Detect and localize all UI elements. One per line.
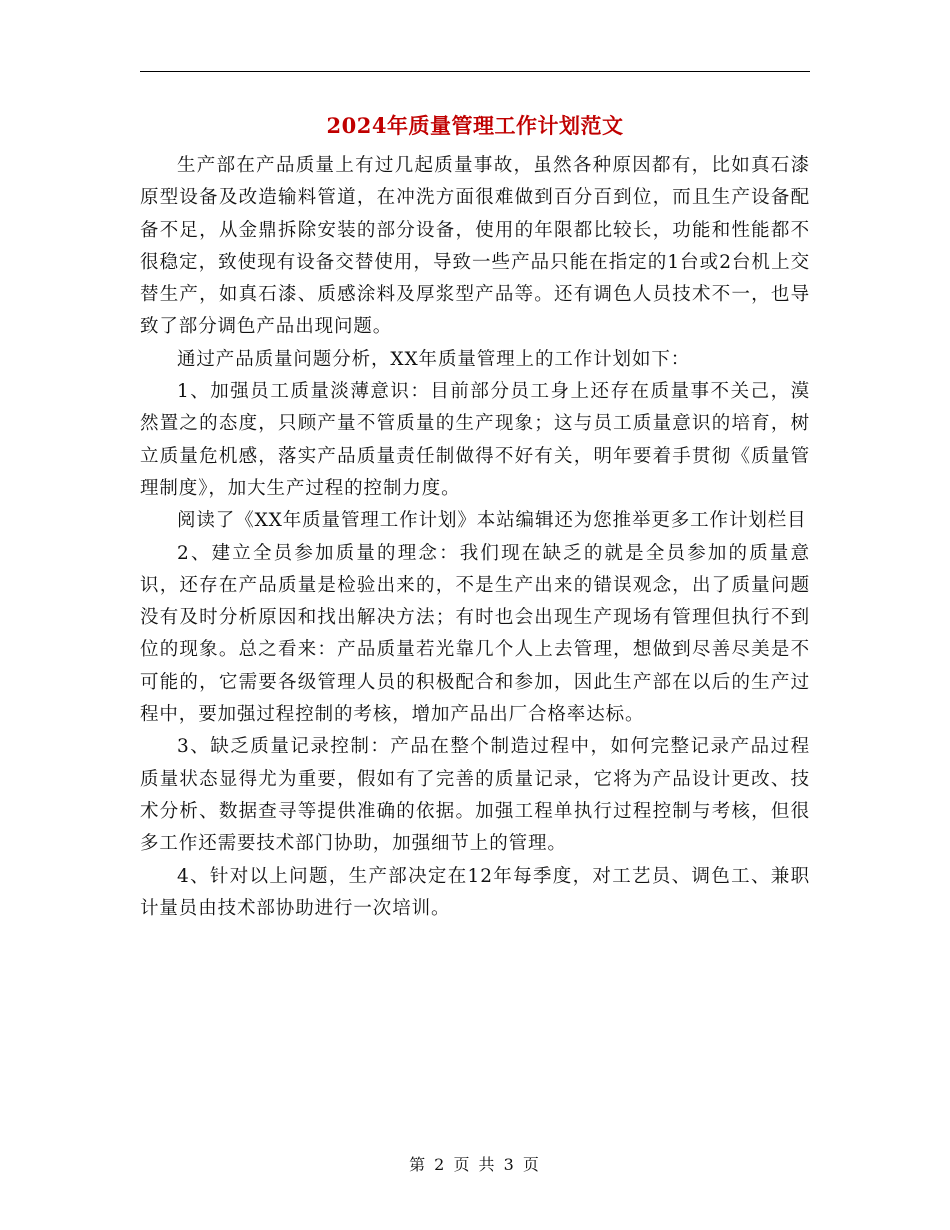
document-title: 2024年质量管理工作计划范文 <box>326 113 624 138</box>
paragraph-analysis: 通过产品质量问题分析，XX年质量管理上的工作计划如下： <box>177 348 691 370</box>
header-rule <box>140 71 810 72</box>
paragraph-intro: 生产部在产品质量上有过几起质量事故，虽然各种原因都有，比如真石漆原型设备及改造输料管道，在冲洗方面很难做到百分百到位，而且生产设备配备不足，从金鼎拆除安装的部分设备，使用的年限都比较长，功能和性能都不很稳定，致使现有设备交替使用，导致一些产品只能在指定的1台或2台机上交替生产，如真石漆、质感涂料及厚浆型产品等。还有调色人员技术不一，也导致了部分调色产品出现问题。 <box>140 155 810 338</box>
paragraph-item-3: 3、缺乏质量记录控制：产品在整个制造过程中，如何完整记录产品过程质量状态显得尤为重要，假如有了完善的质量记录，它将为产品设计更改、技术分析、数据查寻等提供准确的依据。加强工程单执行过程控制与考核，但很多工作还需要技术部门协助，加强细节上的管理。 <box>140 736 810 855</box>
paragraph-recommendation: 阅读了《XX年质量管理工作计划》本站编辑还为您推举更多工作计划栏目 <box>177 510 807 532</box>
paragraph-item-4: 4、针对以上问题，生产部决定在12年每季度，对工艺员、调色工、兼职计量员由技术部协助进行一次培训。 <box>140 865 810 919</box>
page-footer <box>0 1152 950 1175</box>
paragraph-item-1: 1、加强员工质量淡薄意识：目前部分员工身上还存在质量事不关己，漠然置之的态度，只顾产量不管质量的生产现象；这与员工质量意识的培育，树立质量危机感，落实产品质量责任制做得不好有关，明年要着手贯彻《质量管理制度》，加大生产过程的控制力度。 <box>140 381 810 499</box>
page-number: 第 2 页 共 3 页 <box>409 1155 541 1174</box>
paragraph-item-2: 2、建立全员参加质量的理念：我们现在缺乏的就是全员参加的质量意识，还存在产品质量是检验出来的，不是生产出来的错误观念，出了质量问题没有及时分析原因和找出解决方法；有时也会出现生产现场有管理但执行不到位的现象。总之看来：产品质量若光靠几个人上去管理，想做到尽善尽美是不可能的，它需要各级管理人员的积极配合和参加，因此生产部在以后的生产过程中，要加强过程控制的考核，增加产品出厂合格率达标。 <box>140 542 810 726</box>
document-body <box>140 150 810 925</box>
